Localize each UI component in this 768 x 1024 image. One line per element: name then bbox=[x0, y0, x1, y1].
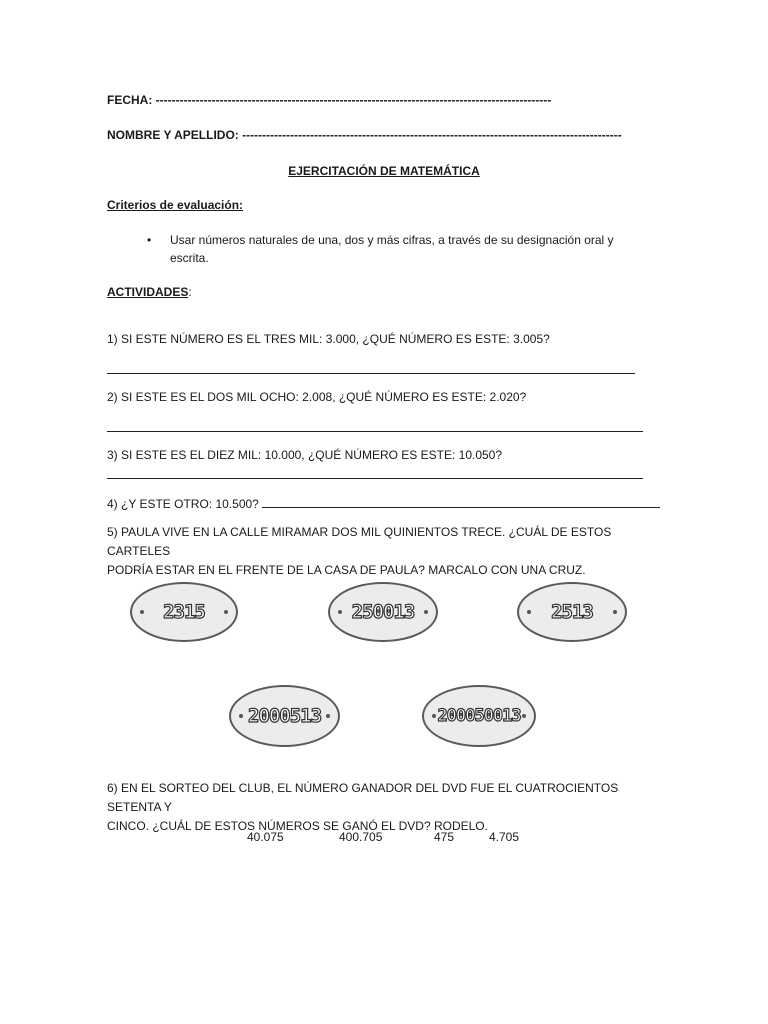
screw-icon bbox=[522, 714, 526, 718]
question-6 bbox=[107, 779, 667, 836]
bullet-icon: • bbox=[147, 233, 152, 247]
question-3: 3) SI ESTE ES EL DIEZ MIL: 10.000, ¿QUÉ NÚMERO ES ESTE: 10.050? bbox=[107, 448, 503, 462]
nombre-label: NOMBRE Y APELLIDO: bbox=[107, 128, 239, 142]
option-2[interactable]: 400.705 bbox=[339, 830, 383, 844]
sign-option-5[interactable] bbox=[422, 685, 536, 747]
sign-number: 250013 bbox=[351, 601, 415, 623]
screw-icon bbox=[140, 610, 144, 614]
criteria-heading: Criterios de evaluación: bbox=[107, 198, 244, 212]
sign-number: 200050013 bbox=[437, 706, 521, 726]
nombre-dashes: ----------------------------------------------------------------------------------------------- bbox=[242, 128, 622, 142]
nombre-row bbox=[107, 127, 622, 143]
answer-line-1[interactable] bbox=[107, 373, 635, 374]
sign-number: 2513 bbox=[551, 601, 593, 623]
question-5-line-2: PODRÍA ESTAR EN EL FRENTE DE LA CASA DE PAULA? MARCALO CON UNA CRUZ. bbox=[107, 563, 586, 577]
fecha-dashes: --------------------------------------------------------------------------------------------------- bbox=[155, 93, 552, 107]
fecha-label: FECHA: bbox=[107, 93, 153, 107]
screw-icon bbox=[338, 610, 342, 614]
sign-number: 2000513 bbox=[247, 705, 322, 727]
screw-icon bbox=[432, 714, 436, 718]
activities-heading-row bbox=[107, 284, 192, 300]
answer-line-3[interactable] bbox=[107, 478, 643, 479]
option-1[interactable]: 40.075 bbox=[247, 830, 284, 844]
screw-icon bbox=[326, 714, 330, 718]
screw-icon bbox=[224, 610, 228, 614]
sign-option-1[interactable] bbox=[130, 582, 238, 642]
sign-option-3[interactable] bbox=[517, 582, 627, 642]
answer-line-4[interactable] bbox=[262, 495, 660, 508]
screw-icon bbox=[239, 714, 243, 718]
question-6-line-1: 6) EN EL SORTEO DEL CLUB, EL NÚMERO GANADOR DEL DVD FUE EL CUATROCIENTOS SETENTA Y bbox=[107, 781, 619, 814]
question-4-row bbox=[107, 495, 660, 512]
activities-heading-colon: : bbox=[188, 285, 192, 299]
fecha-row bbox=[107, 92, 551, 108]
answer-line-2[interactable] bbox=[107, 431, 643, 432]
question-2: 2) SI ESTE ES EL DOS MIL OCHO: 2.008, ¿QUÉ NÚMERO ES ESTE: 2.020? bbox=[107, 390, 527, 404]
option-4[interactable]: 4.705 bbox=[489, 830, 520, 844]
activities-heading: ACTIVIDADES bbox=[107, 285, 189, 299]
question-6-line-2: CINCO. ¿CUÁL DE ESTOS NÚMEROS SE GANÓ EL DVD? RODELO. bbox=[107, 819, 488, 833]
screw-icon bbox=[424, 610, 428, 614]
page-title: EJERCITACIÓN DE MATEMÁTICA bbox=[288, 164, 480, 178]
criteria-line-1: Usar números naturales de una, dos y más cifras, a través de su designación oral y bbox=[170, 233, 614, 247]
screw-icon bbox=[527, 610, 531, 614]
sign-option-2[interactable] bbox=[328, 582, 438, 642]
question-4: 4) ¿Y ESTE OTRO: 10.500? bbox=[107, 497, 259, 511]
option-3[interactable]: 475 bbox=[434, 830, 455, 844]
sign-option-4[interactable] bbox=[229, 685, 340, 747]
question-5 bbox=[107, 523, 667, 580]
criteria-line-2: escrita. bbox=[170, 251, 209, 265]
question-1: 1) SI ESTE NÚMERO ES EL TRES MIL: 3.000, ¿QUÉ NÚMERO ES ESTE: 3.005? bbox=[107, 332, 550, 346]
screw-icon bbox=[613, 610, 617, 614]
sign-number: 2315 bbox=[163, 601, 205, 623]
question-5-line-1: 5) PAULA VIVE EN LA CALLE MIRAMAR DOS MIL QUINIENTOS TRECE. ¿CUÁL DE ESTOS CARTELES bbox=[107, 525, 612, 558]
